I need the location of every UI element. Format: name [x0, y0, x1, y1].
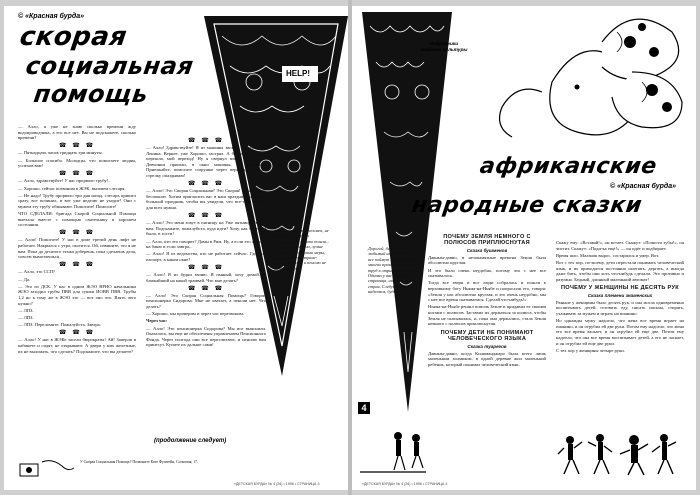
col1-paragraph: — ЛПЗ. Переломите, Пожалуйста, Завтра.: [18, 322, 101, 328]
phone-icons: ☎ ☎ ☎: [58, 170, 96, 178]
story3-paragraph: Раньше у женщины было десять рук, и она могла одновременно воспитывать детей, готовить еду, писать письма, стирать, ухаживать за мужем и играть на пианино.: [556, 299, 684, 316]
col2-paragraph: — Хорошо, мы проверим и через час перезвоним.: [146, 311, 244, 317]
page-number: 4: [358, 402, 370, 414]
story1-paragraph: Давным-давно, в незапамятные времена Земля была абсолютно круглая.: [428, 254, 546, 266]
story2-continued-paragraph: Время шло. Мальчик вырос, состарился и умер. Вот.: [556, 252, 660, 258]
right-title-line-1: африканские: [478, 154, 659, 179]
right-page: [352, 6, 696, 490]
phone-icons: ☎ ☎ ☎: [187, 212, 225, 220]
elephant-butterfly-illustration: [482, 12, 694, 152]
phone-icons: ☎ ☎ ☎: [187, 180, 225, 188]
col1-paragraph: — Алло, я уже не знаю сколько времени жду водопроводчика, а его все нет. Вы не подскажете, сколько времени?: [18, 124, 136, 141]
col1-paragraph: — Алло! У нас в ЖЭКе засели бюрократы! Ай! Заперли в кабинете и сидят, не открывают. А двери у них железные, их не выломать, что сделать? Подскажите, что вы делаете?: [18, 337, 136, 354]
col1-paragraph: — Хорошо, сейчас позвоним в ЖЭК, вызовем слесаря.: [18, 185, 126, 191]
left-title-line-1: скорая: [17, 22, 129, 52]
right-title-line-2: народные сказки: [410, 193, 644, 218]
col1-paragraph: — Большое спасибо. Молодцы, что помогаете людям, успехов вам!: [18, 157, 136, 169]
col1-paragraph: — ЛПЗ.: [18, 307, 34, 313]
continue-note: (продолжение следует): [154, 438, 227, 444]
col2-paragraph: — Алло! Я из ведомства, кто не работает сейчас. Где ваш паспорт, в каком окне?: [146, 251, 266, 262]
left-column-2: [146, 136, 266, 436]
col1-paragraph: — ЛПЗ.: [18, 314, 34, 320]
phone-icons: ☎ ☎ ☎: [187, 264, 225, 272]
phone-icons: ☎ ☎ ☎: [187, 137, 225, 144]
phone-icons: ☎ ☎ ☎: [58, 229, 96, 237]
tribal-figures-illustration: [358, 426, 428, 476]
bottom-note: У Скорая Социальная Помощь? Позвоните Кате Фуштейн, Сосновая, 17.: [80, 460, 199, 464]
story3-subtitle: Сказка племени знаменских: [587, 292, 653, 298]
story1-paragraph: Тогда все звери и все люди собрались и пошли к верховному богу Ньяма-на-Ньябе и попросили его, говоря: «Земля у нас абсолютно круглая, и это очень неудобно, мы с нее все время скатываемся. Сделай что-нибудь!»: [428, 280, 546, 303]
phone-icons: ☎ ☎ ☎: [58, 142, 96, 150]
col1-paragraph: — Алло! Помогите! У нас в доме третий день лифт не работает. Накрылся с утра, охотится. Ой, извините, это я не вам. Пока до десятого этажа доберешь, пока сделаешь дела, совсем вымотаешься...: [18, 237, 136, 260]
story2-continued-paragraph: Скажу ему: «Вставай!», он встает. Скажут: «Почисти зубы!», он чистит. Скажут: «Поди-ка ещё!» — он идёт и подбирает.: [556, 240, 684, 251]
story2-subtitle: Сказка туарегов: [467, 343, 507, 349]
col2-paragraph: — Алло! Это пенсионерка Сидорова? Мы все выяснили. Оказалось, вы еще не обеспечены управлением Пенсионного Фонда. Через полгода они все пересчитают, и пенсию вам принесут. Купите их дальше сами!: [146, 325, 266, 348]
col1-paragraph: — Алло, здравствуйте! У нас прорвало трубу!..: [18, 178, 111, 184]
story2-paragraph: Давным-давно, когда Килиманджаро была всего лишь маленьким холмиком, в одной деревне жил маленький ребенок, который понимал человеческий язык.: [428, 350, 546, 367]
reader-address-column: Дорогой, белый человек, любимый наш читатель! Не все поймут вашу книгу, тех многих привлекает ваш труд в отрывах культуры. Однако у вас интересная страница, интересная стран. Следующая книга, надеемся, будет...: [368, 246, 422, 295]
col2-paragraph: — Алло! Здравствуйте! Я из машины звоню! Тут стою на Ленина. Вернее, уже Хорошо, застрял. А бабка тут дорогу перешла, мой переход! Ну я свернул влево, не оттуда. Девчонки пришли, в окно машины, не помогает! Приезжайте, помогите старушке через переход, а то на стрелку опаздываю!: [146, 145, 266, 178]
col2-paragraph: — Алло! Это меня зовут в пятницу на Уже пятница. Звоню вам. Подскажите, пожалуйста, куда идти? Хочу, как бы то ни было, в гости!: [146, 220, 266, 237]
right-source-tag: © «Красная бурда»: [610, 183, 676, 190]
left-title-line-3: помощь: [32, 80, 150, 108]
story3-title: ПОЧЕМУ У ЖЕНЩИНЫ НЕ ДЕСЯТЬ РУК: [560, 285, 680, 292]
story2-title: ПОЧЕМУ ДЕТИ НЕ ПОНИМАЮТ ЧЕЛОВЕЧЕСКОГО ЯЗЫКА: [440, 329, 534, 343]
col1-paragraph: — Не надо! Трубу прорвало три дня назад, слесарь пришел сразу, все починил, и вот уже неделю не уходит! Они с мужем эту трубу обмывают. Помогите! Помогите!: [18, 192, 136, 209]
col1-paragraph: ЧТО СДЕЛАЛИ: бригада Скорой Социальной Помощи выехала вместе с помощью сантехнику в хорошем состоянии.: [18, 211, 136, 228]
col1-paragraph: — Алло, это ССП?: [18, 269, 56, 275]
right-column-2: [556, 240, 684, 426]
left-footer: «ДЕТСКАЯ БУРДА» № 4 (26) • 1996 • СТРАНИЦА 3: [234, 482, 320, 486]
story1-title: ПОЧЕМУ ЗЕМЛЯ НЕМНОГО С ПОЛЮСОВ ПРИПЛЮСНУТАЯ: [443, 234, 531, 247]
story1-paragraph: Ньяма-на-Ньябе решил помочь Земле и придавил ее своими ногами с полюсов. Заставил их держаться за полюса, чтобы Земля не скатывалась, и, пока они держались, стала Земля немного с полюсов приплюснутая.: [428, 304, 546, 327]
left-page: [4, 6, 348, 490]
col2-paragraph: Через час:: [146, 318, 168, 324]
left-column-1: [18, 124, 136, 449]
left-title-line-2: социальная: [24, 52, 196, 80]
phone-icons: ☎ ☎ ☎: [58, 329, 96, 337]
right-column-1: [428, 231, 546, 481]
phone-icons: ☎ ☎ ☎: [187, 284, 225, 292]
right-footer: «ДЕТСКАЯ БУРДА» № 4 (26) • 1996 • СТРАНИЦА 4: [362, 482, 448, 486]
col1-paragraph: — Это из ДСК. У нас в одном ЖЭО ВРИО начальника ЖЭО заходил трубы ПВВ для сушки ИОВВ ПВВ. Трубы 1,2 но к тому же в ЖЭО это — вот оно что. Взять чего нужно?: [18, 283, 136, 306]
col2-paragraph: — Алло! Это Скорая Социальная? Это Скорая! Помощь вас беспокоит. Хотим пригласить вас в наш праздник на самый большой праздник, чтобы вы увидели, что все-таки скорая для всех нужна.: [146, 188, 266, 210]
col1-paragraph: — Да.: [18, 276, 31, 282]
col2-paragraph: — Алло, кто это говорит? Дамы в Рим. Ну, а если это жалоба на баню и если завтра...: [146, 238, 266, 250]
col2-paragraph: — Алло! Это Скорая Социальная Помощь? Говорит пенсионерка Сидорова. Мне не хватает, а пенсии нет. Что делать?: [146, 292, 266, 310]
help-label: HELP!: [286, 69, 310, 78]
phone-figure-icon: [18, 458, 78, 480]
dancing-figures-illustration: [556, 432, 686, 478]
story1-paragraph: И это было очень неудобно, потому что с нее все скатывалось.: [428, 267, 546, 279]
col1-paragraph: — Пятнадцать часов тридцать три минуты.: [18, 150, 103, 156]
story3-paragraph: Но однажды мужу надоело, что жена все время играет на пианино, и он отрубил ей две руки. Потом ему надоело, что жена его все время ласкает, и он отрубил ей еще две. Потом ему надоело, что она все время воспитывает детей, а его не ласкает, и он отрубил ей еще две руки.: [556, 318, 684, 346]
left-source-tag: © «Красная бурда»: [18, 13, 84, 20]
phone-icons: ☎ ☎ ☎: [58, 261, 96, 269]
culture-badge: Избранники мировой культуры: [420, 42, 468, 53]
left-narrow-column: Знаешь, любимый человек, не знаешь, как и ради соображений на это пошли... Если у тебя задача, лучше вместо этого прими меры, чтобы помочь стране: правду сказать и пенсию не задерживать.: [274, 228, 330, 271]
story3-paragraph: С тех пор у женщины четыре руки.: [556, 347, 625, 353]
story1-subtitle: Сказка бушменов: [466, 247, 508, 253]
col2-paragraph: — Алло! Я из будки звоню. Я пьяный, хочу домой. А ближайший на какой трамвай. Что мне делать?: [146, 272, 266, 283]
story2-continued-paragraph: Вот с тех пор, по-моему, дети перестали понимать человеческий язык, и их приходится постоянно шлепать, дергать, а иногда даже бить, чтобы они хоть что-нибудь сделали. Это противно и разумно. Бедный, длинный маленький автомат!: [556, 259, 684, 282]
